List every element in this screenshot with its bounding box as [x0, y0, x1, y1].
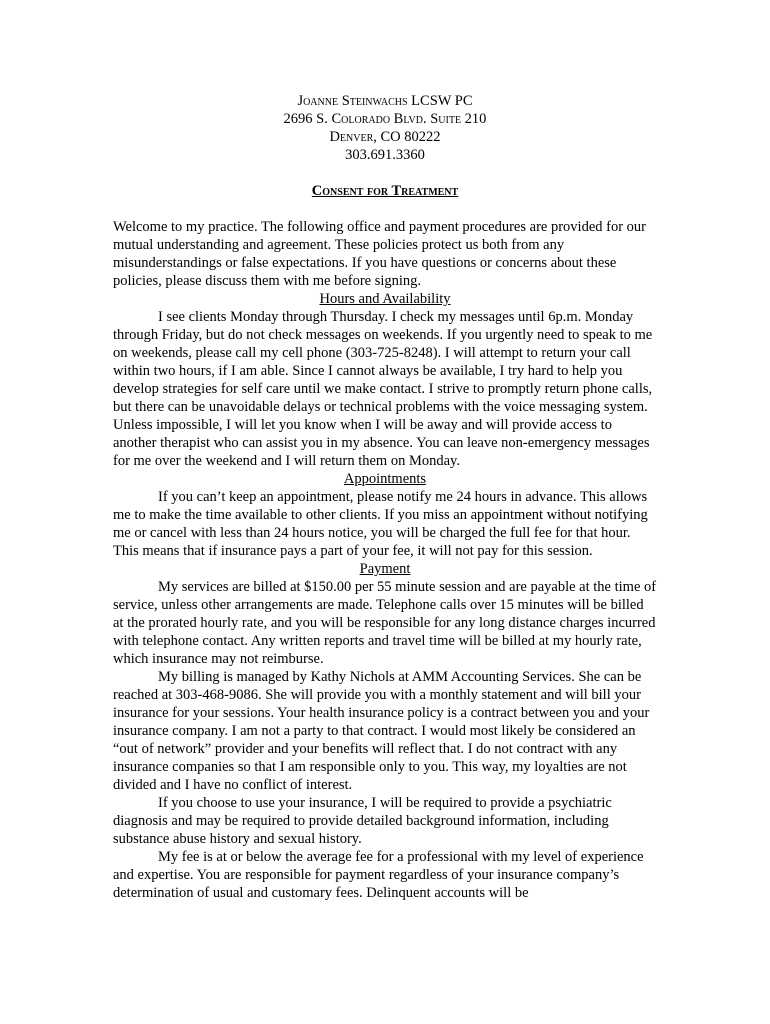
section-heading-hours: Hours and Availability [319, 291, 451, 307]
payment-paragraph-1: My services are billed at $150.00 per 55 minute session and are payable at the time of service, unless other arrangements are made. Telephone calls over 15 minutes will be billed at the prorated hourly rate, and you will be responsible for any long distance charges incurred with telephone contact. Any written reports and travel time will be billed at my hourly rate, which insurance may not reimburse. [113, 579, 657, 667]
address-line-2: Denver, CO 80222 [329, 129, 441, 145]
intro-paragraph: Welcome to my practice. The following office and payment procedures are provided for our mutual understanding and agreement. These policies protect us both from any misunderstandings or false expectations. If you have questions or concerns about these policies, please discuss them with me before signing. [113, 219, 646, 289]
payment-paragraph-4: My fee is at or below the average fee for a professional with my level of experience and expertise. You are responsible for payment regardless of your insurance company’s determination of usual and customary fees. Delinquent accounts will be [113, 849, 644, 901]
section-heading-payment: Payment [359, 561, 411, 577]
address-line-1: 2696 S. Colorado Blvd. Suite 210 [283, 111, 487, 127]
appointments-paragraph: If you can’t keep an appointment, please notify me 24 hours in advance. This allows me to make the time available to other clients. If you miss an appointment without notifying me or cancel with less than 24 hours notice, you will be charged the full fee for that hour. This means that if insurance pays a part of your fee, it will not pay for this session. [113, 489, 648, 559]
payment-paragraph-2: My billing is managed by Kathy Nichols at AMM Accounting Services. She can be reached at 303-468-9086. She will provide you with a monthly statement and will bill your insurance for your sessions. Your health insurance policy is a contract between you and your insurance company. I am not a party to that contract. I would most likely be considered an “out of network” provider and your benefits will reflect that. I do not contract with any insurance companies so that I am responsible only to you. This way, my loyalties are not divided and I have no conflict of interest. [113, 669, 650, 793]
payment-paragraph-3: If you choose to use your insurance, I will be required to provide a psychiatric diagnosis and may be required to provide detailed background information, including substance abuse history and sexual history. [113, 795, 612, 847]
section-heading-appointments: Appointments [343, 471, 427, 487]
document-page [113, 92, 657, 902]
hours-paragraph: I see clients Monday through Thursday. I check my messages until 6p.m. Monday through Friday, but do not check messages on weekends. If you urgently need to speak to me on weekends, please call my cell phone (303-725-8248). I will attempt to return your call within two hours, if I am able. Since I cannot always be available, I try hard to help you develop strategies for self care until we make contact. I strive to promptly return phone calls, but there can be unavoidable delays or technical problems with the voice messaging system. Unless impossible, I will let you know when I will be away and will provide access to another therapist who can assist you in my absence. You can leave non-emergency messages for me over the weekend and I will return them on Monday. [113, 309, 653, 469]
phone-number: 303.691.3360 [345, 147, 425, 163]
document-title: Consent for Treatment [311, 183, 459, 199]
practice-name: Joanne Steinwachs LCSW PC [297, 93, 473, 109]
letterhead [113, 92, 657, 164]
